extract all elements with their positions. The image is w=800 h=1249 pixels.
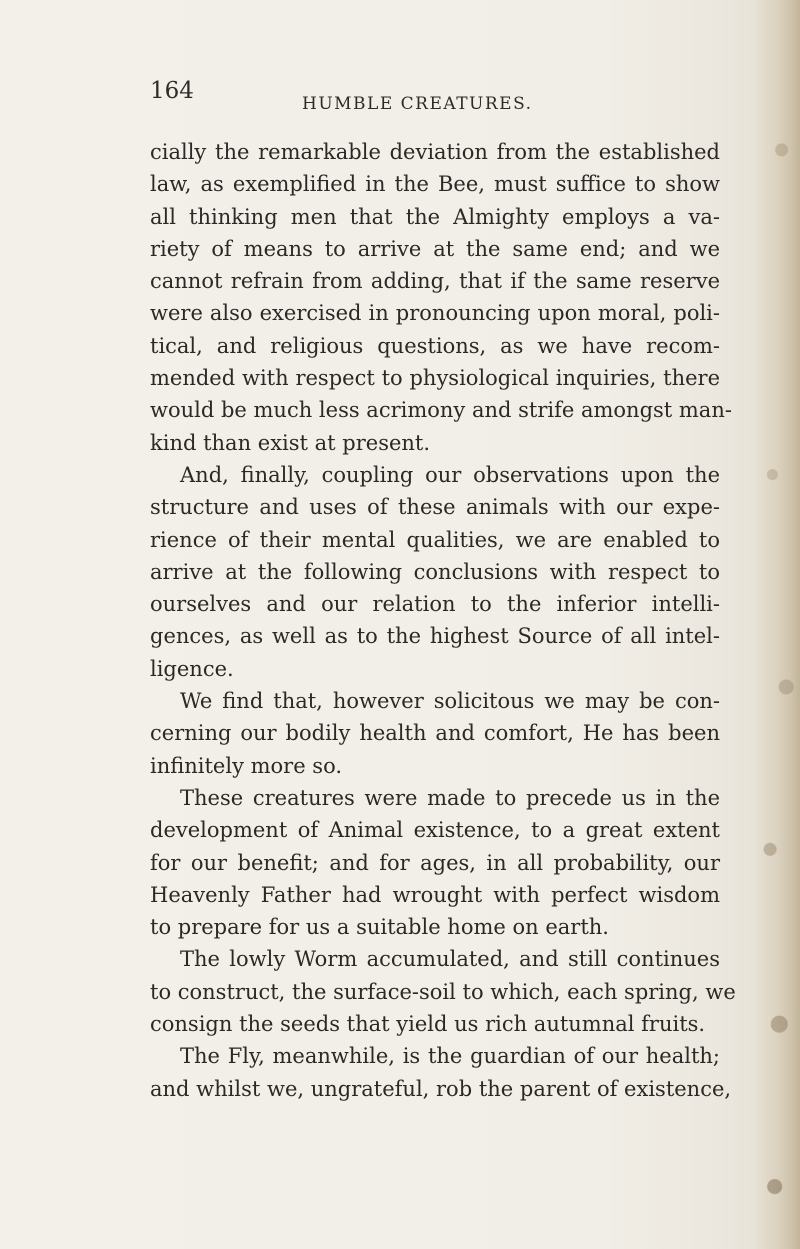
text-line: gences, as well as to the highest Source of all intel- [150, 624, 720, 649]
text-line: structure and uses of these animals with our expe- [150, 495, 720, 520]
text-line: mended with respect to physiological inquiries, there [150, 366, 720, 391]
text-line: to prepare for us a suitable home on earth. [150, 915, 609, 940]
text-line: kind than exist at present. [150, 430, 431, 455]
text-line: tical, and religious questions, as we have recom- [150, 333, 720, 358]
text-line: consign the seeds that yield us rich autumnal fruits. [150, 1012, 706, 1037]
text-line: ourselves and our relation to the inferior intelli- [150, 592, 720, 617]
page-number: 164 [150, 78, 194, 104]
text-line: These creatures were made to precede us in the [180, 785, 720, 810]
text-line: infinitely more so. [150, 753, 343, 778]
text-line: were also exercised in pronouncing upon moral, poli- [150, 301, 720, 326]
text-line: We find that, however solicitous we may be con- [180, 689, 720, 714]
text-line: And, finally, coupling our observations upon the [180, 462, 720, 487]
text-line: law, as exemplified in the Bee, must suffice to show [150, 172, 720, 197]
text-line: cannot refrain from adding, that if the same reserve [150, 269, 720, 294]
page-header [150, 78, 710, 118]
text-line: cially the remarkable deviation from the established [150, 140, 720, 164]
text-line: for our benefit; and for ages, in all probability, our [150, 850, 720, 875]
text-line: would be much less acrimony and strife amongst man- [150, 398, 732, 423]
text-line: riety of means to arrive at the same end; and we [150, 236, 720, 261]
text-line: The Fly, meanwhile, is the guardian of our health; [180, 1044, 720, 1069]
body-text [150, 136, 736, 1105]
text-line: arrive at the following conclusions with respect to [150, 559, 720, 584]
text-line: all thinking men that the Almighty employs a va- [150, 204, 720, 229]
text-line: The lowly Worm accumulated, and still continues [180, 947, 720, 972]
text-line: ligence. [150, 656, 234, 681]
text-line: to construct, the surface-soil to which, each spring, we [150, 979, 736, 1004]
text-line: rience of their mental qualities, we are enabled to [150, 527, 720, 552]
text-line: Heavenly Father had wrought with perfect wisdom [150, 882, 720, 907]
text-line: cerning our bodily health and comfort, He has been [150, 721, 720, 746]
text-line: and whilst we, ungrateful, rob the parent of existence, [150, 1076, 732, 1101]
running-head: HUMBLE CREATURES. [302, 94, 533, 114]
page-edge [754, 0, 800, 1249]
text-line: development of Animal existence, to a great extent [150, 818, 720, 843]
